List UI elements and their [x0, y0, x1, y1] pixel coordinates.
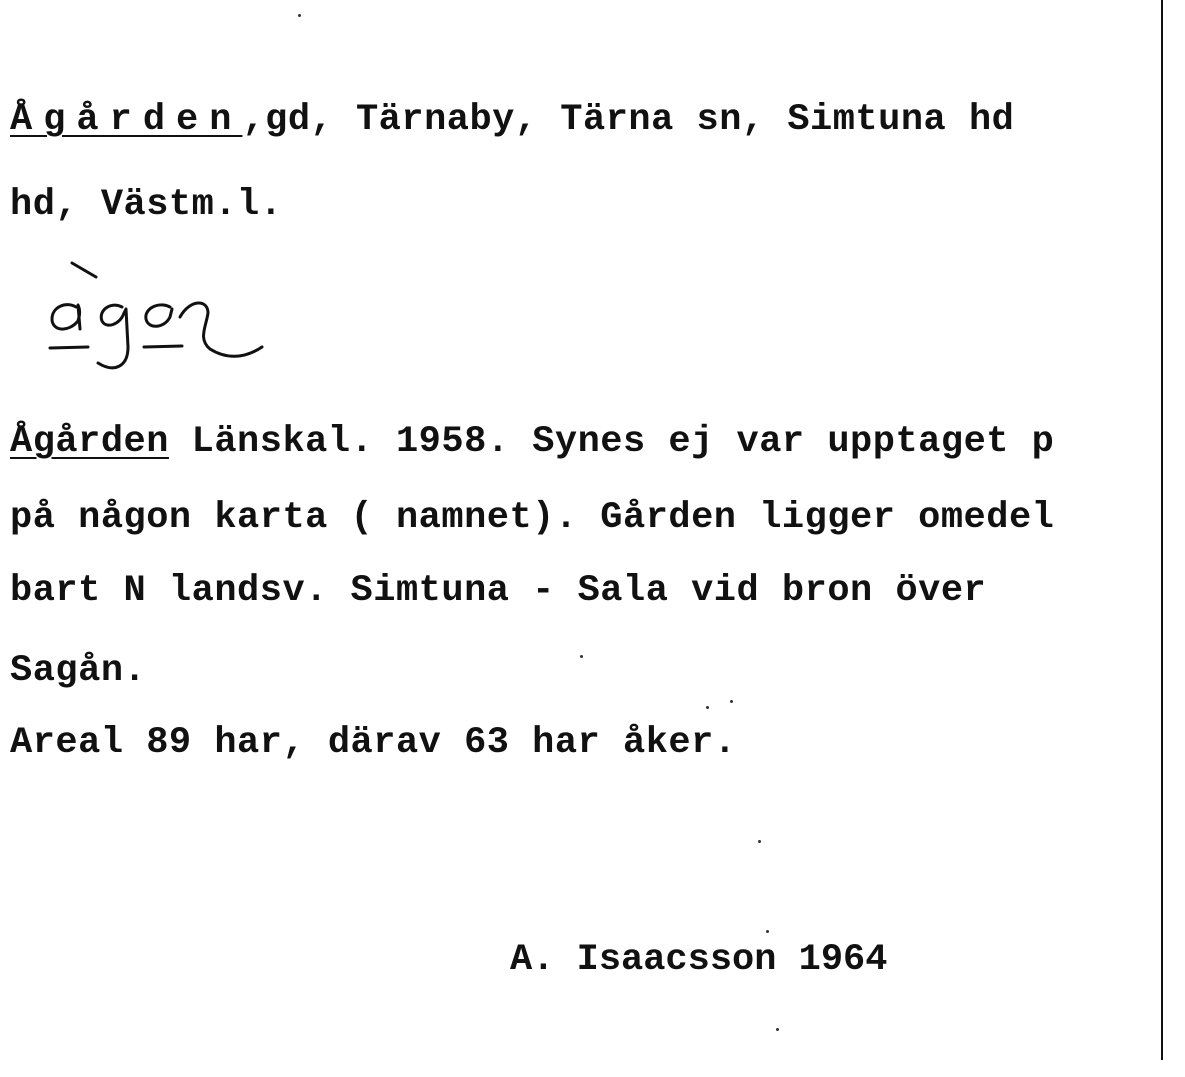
body-line-5: Areal 89 har, därav 63 har åker. — [10, 722, 737, 764]
body-line-1-text: Länskal. 1958. Synes ej var upptaget p — [168, 421, 1055, 463]
card-edge — [1161, 0, 1163, 1060]
scan-speck — [766, 930, 769, 933]
scan-speck — [298, 14, 301, 17]
entry-location: ,gd, Tärnaby, Tärna sn, Simtuna hd — [242, 99, 1015, 141]
scan-speck — [776, 1028, 779, 1031]
handwritten-pronunciation — [30, 255, 290, 385]
entry-name: Ågården — [10, 99, 243, 141]
body-line-1 — [10, 420, 1054, 464]
entry-district: hd, Västm.l. — [10, 184, 283, 226]
lead-word: Ågården — [10, 421, 169, 463]
scan-speck — [706, 706, 709, 709]
scan-speck — [730, 700, 733, 703]
body-line-4: Sagån. — [10, 650, 147, 692]
body-line-3: bart N landsv. Simtuna - Sala vid bron över — [10, 570, 987, 612]
signature: A. Isaacsson 1964 — [510, 939, 888, 981]
body-line-2: på någon karta ( namnet). Gården ligger omedel — [10, 497, 1055, 539]
scan-speck — [580, 655, 583, 658]
entry-heading-line — [10, 98, 1014, 142]
scan-speck — [758, 840, 761, 843]
